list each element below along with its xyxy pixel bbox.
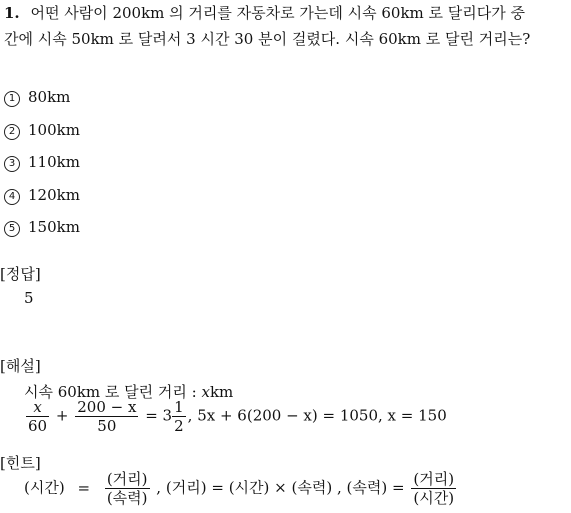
fraction-one-half <box>172 398 186 435</box>
equals-mixed-whole: = 3 <box>145 406 173 425</box>
choice-mark-3: 3 <box>4 156 20 172</box>
question-line-2: 간에 시속 50km 로 달려서 3 시간 30 분이 걸렸다. 시속 60km 로 달린 거리는? <box>4 30 531 48</box>
equation-rest: , 5x + 6(200 − x) = 1050, x = 150 <box>187 406 447 425</box>
choice-1[interactable] <box>4 88 70 107</box>
hint-formula <box>24 470 458 507</box>
explanation-text: 시속 60km 로 달린 거리 : <box>24 383 202 401</box>
choice-2[interactable] <box>4 121 80 140</box>
hint-equals-2: = <box>211 478 224 497</box>
fraction-denominator: 60 <box>28 417 48 435</box>
hint-distance: (거리) <box>165 478 207 497</box>
hint-equals-3: = <box>392 478 405 497</box>
fraction-denominator: 50 <box>97 417 117 435</box>
fraction-denominator: 2 <box>174 417 184 435</box>
plus-sign: + <box>55 406 69 425</box>
fraction-numerator: 1 <box>174 398 184 416</box>
choice-text-5: 150km <box>28 218 80 236</box>
question-number: 1. <box>4 4 20 22</box>
explanation-variable: x <box>201 383 210 401</box>
hint-times: × <box>274 478 287 497</box>
choice-mark-4: 4 <box>4 189 20 205</box>
answer-label: [정답] <box>0 265 41 283</box>
hint-speed-2: (속력) <box>346 478 388 497</box>
choice-mark-5: 5 <box>4 221 20 237</box>
fraction-denominator: (시간) <box>413 489 455 507</box>
choice-mark-1: 1 <box>4 91 20 107</box>
fraction-distance-over-time <box>411 470 456 507</box>
hint-speed: (속력) <box>291 478 333 497</box>
hint-comma-1: , <box>156 478 162 497</box>
explanation-unit: km <box>209 383 234 401</box>
choice-text-1: 80km <box>28 88 71 106</box>
choice-text-4: 120km <box>28 186 80 204</box>
hint-comma-2: , <box>336 478 342 497</box>
answer-value: 5 <box>24 289 34 307</box>
fraction-numerator: 200 − x <box>77 398 137 416</box>
hint-time: (시간) <box>24 478 65 497</box>
question-text-1: 어떤 사람이 200km 의 거리를 자동차로 가는데 시속 60km 로 달리다가 중 <box>30 4 526 22</box>
choice-text-2: 100km <box>28 121 80 139</box>
hint-time-2: (시간) <box>228 478 270 497</box>
fraction-200-minus-x-over-50 <box>75 398 138 435</box>
choice-5[interactable] <box>4 218 80 237</box>
explanation-label: [해설] <box>0 357 41 375</box>
fraction-denominator: (속력) <box>106 489 148 507</box>
choice-4[interactable] <box>4 186 80 205</box>
choice-mark-2: 2 <box>4 124 20 140</box>
choice-text-3: 110km <box>28 153 80 171</box>
fraction-numerator: (거리) <box>413 470 455 488</box>
fraction-numerator: x <box>26 398 49 417</box>
fraction-distance-over-speed <box>105 470 150 507</box>
question-line-1 <box>4 0 525 26</box>
hint-label: [힌트] <box>0 454 41 472</box>
explanation-equation <box>24 398 447 435</box>
fraction-numerator: (거리) <box>106 470 148 488</box>
fraction-x-over-60 <box>26 398 49 435</box>
choice-3[interactable] <box>4 153 80 172</box>
hint-equals-1: = <box>77 478 91 497</box>
